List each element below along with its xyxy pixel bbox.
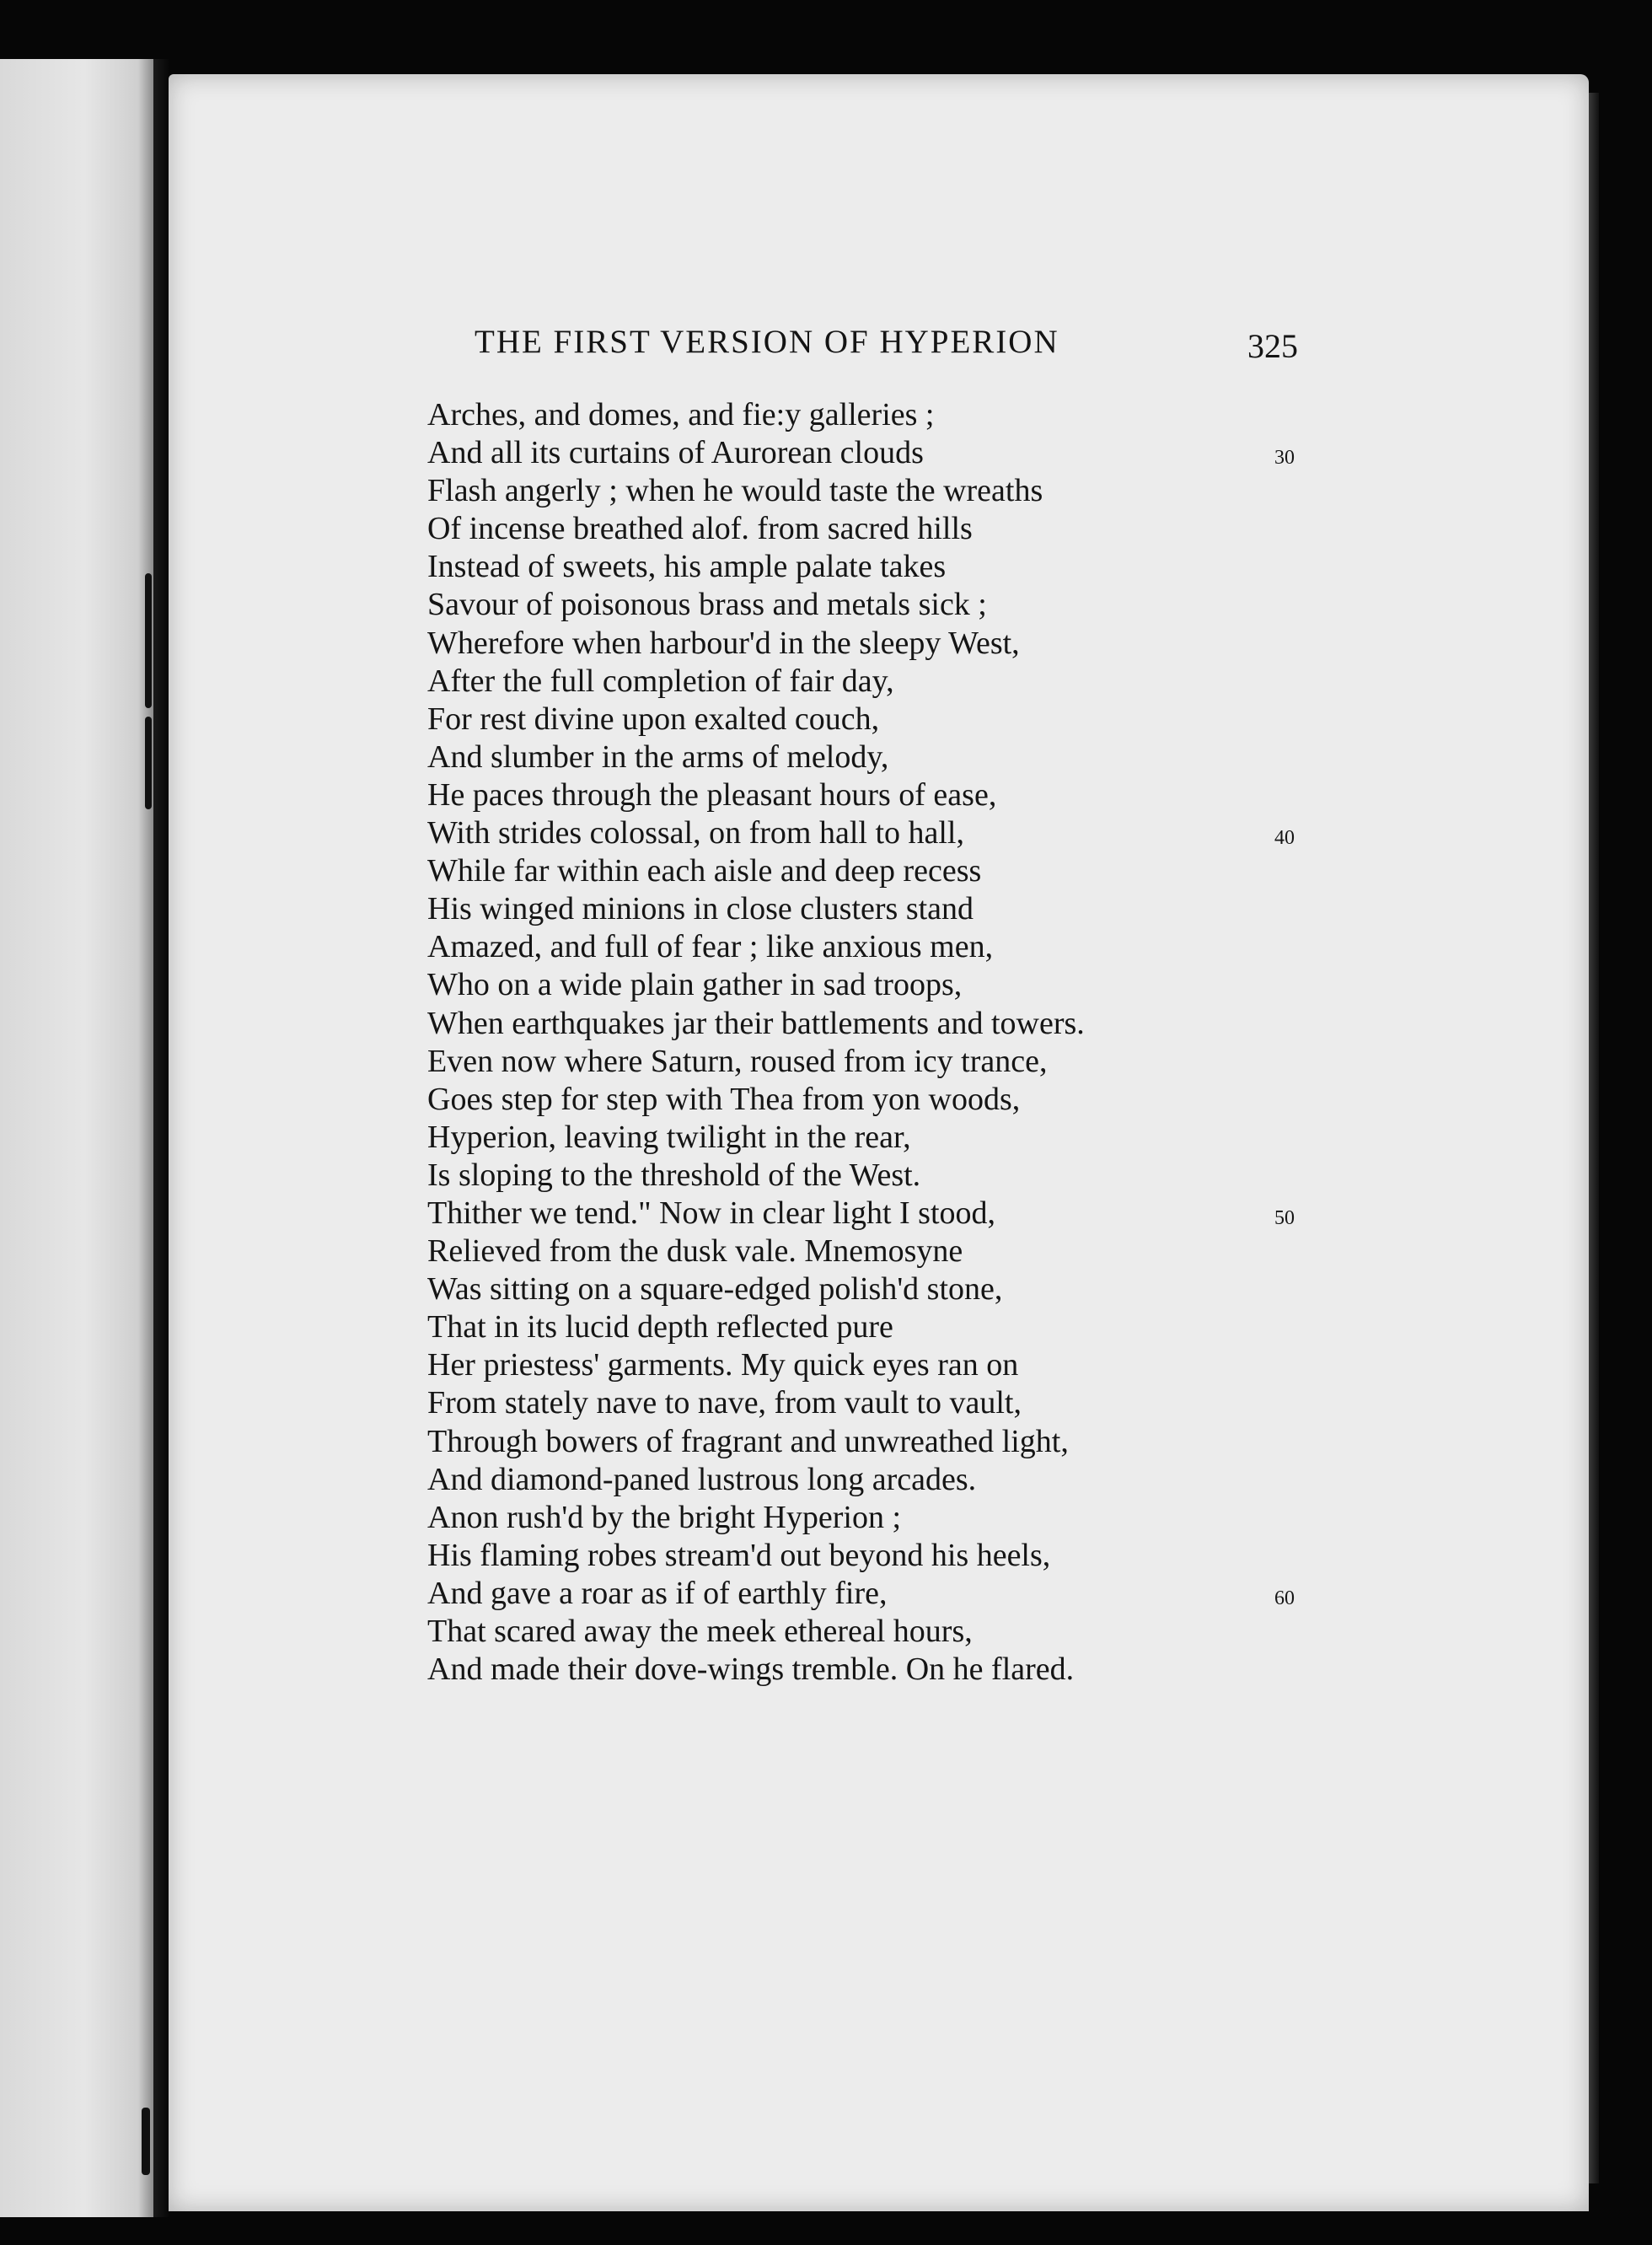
poem-line-text: Flash angerly ; when he would taste the wreaths [427,473,1043,509]
poem-line [427,548,1397,586]
poem-line-text: Savour of poisonous brass and metals sick ; [427,587,987,623]
poem-line-text: Is sloping to the threshold of the West. [427,1157,921,1193]
poem-line-text: And made their dove-wings tremble. On he flared. [427,1652,1075,1688]
poem-line [427,625,1397,663]
poem-line-text: From stately nave to nave, from vault to vault, [427,1385,1022,1421]
poem-line [427,396,1397,434]
page-number: 325 [1247,327,1298,365]
poem-line-text: And diamond-paned lustrous long arcades. [427,1461,977,1497]
poem-line-text: His winged minions in close clusters stand [427,891,974,927]
poem-line [427,890,1397,928]
poem-line [427,738,1397,776]
poem-line [427,663,1397,701]
poem-line-text: He paces through the pleasant hours of ease, [427,776,997,813]
poem-line-text: When earthquakes jar their battlements and towers. [427,1005,1085,1041]
poem-line [427,814,1397,852]
poem-line-text: Who on a wide plain gather in sad troops, [427,967,963,1003]
line-number: 60 [1274,1587,1295,1609]
line-number: 40 [1274,827,1295,850]
running-head: THE FIRST VERSION OF HYPERION [475,324,1059,360]
poem-line-text: Her priestess' garments. My quick eyes ran on [427,1347,1019,1383]
poem-line-text: Anon rush'd by the bright Hyperion ; [427,1499,902,1535]
poem-line [427,1308,1397,1346]
poem-line-text: Through bowers of fragrant and unwreathed light, [427,1423,1069,1459]
poem-line [427,586,1397,624]
poem-line [427,1157,1397,1195]
poem-line-text: His flaming robes stream'd out beyond his heels, [427,1537,1051,1573]
poem-line-text: With strides colossal, on from hall to hall, [427,815,964,851]
poem-line [427,1346,1397,1384]
poem-text [427,396,1397,1689]
poem-line [427,1384,1397,1422]
poem-line-text: That in its lucid depth reflected pure [427,1309,893,1345]
poem-line [427,1195,1397,1233]
poem-line [427,1005,1397,1043]
poem-line-text: Amazed, and full of fear ; like anxious men, [427,929,994,965]
poem-line [427,510,1397,548]
poem-line-text: Wherefore when harbour'd in the sleepy West, [427,625,1020,661]
poem-line-text: Thither we tend." Now in clear light I stood, [427,1195,996,1231]
poem-line [427,1119,1397,1157]
poem-line-text: That scared away the meek ethereal hours, [427,1614,973,1649]
book-gutter [153,59,170,2217]
poem-line-text: Even now where Saturn, roused from icy trance, [427,1043,1048,1079]
binding-mark [142,2108,150,2175]
poem-line [427,434,1397,472]
poem-line [427,1575,1397,1613]
page-edge-shadow [1589,93,1599,2183]
poem-line-text: Arches, and domes, and fie:y galleries ; [427,397,935,432]
poem-line [427,1613,1397,1651]
poem-line-text: And slumber in the arms of melody, [427,738,889,775]
previous-page-edge [0,59,153,2217]
poem-line-text: While far within each aisle and deep recess [427,853,982,889]
poem-line [427,1233,1397,1270]
poem-line-text: Was sitting on a square-edged polish'd stone, [427,1271,1003,1308]
binding-mark [145,717,152,809]
line-number: 50 [1274,1206,1295,1229]
binding-mark [145,573,152,708]
line-number: 30 [1274,447,1295,470]
poem-line [427,928,1397,966]
poem-line [427,776,1397,814]
poem-line [427,1499,1397,1537]
poem-line [427,1537,1397,1575]
poem-line [427,1423,1397,1461]
poem-line-text: Instead of sweets, his ample palate takes [427,549,947,585]
poem-line-text: After the full completion of fair day, [427,663,894,699]
poem-line [427,701,1397,738]
poem-line [427,1081,1397,1119]
poem-line [427,472,1397,510]
poem-line-text: Goes step for step with Thea from yon woods, [427,1081,1021,1117]
poem-line [427,1651,1397,1689]
poem-line-text: For rest divine upon exalted couch, [427,701,880,737]
poem-line-text: And gave a roar as if of earthly fire, [427,1575,888,1611]
poem-line [427,966,1397,1004]
poem-line-text: And all its curtains of Aurorean clouds [427,435,924,471]
poem-line-text: Of incense breathed alof. from sacred hills [427,511,973,547]
poem-line [427,1461,1397,1499]
page-header [475,323,1317,373]
poem-line [427,852,1397,890]
poem-line-text: Hyperion, leaving twilight in the rear, [427,1119,911,1155]
poem-line [427,1043,1397,1081]
poem-line [427,1270,1397,1308]
poem-line-text: Relieved from the dusk vale. Mnemosyne [427,1233,963,1270]
